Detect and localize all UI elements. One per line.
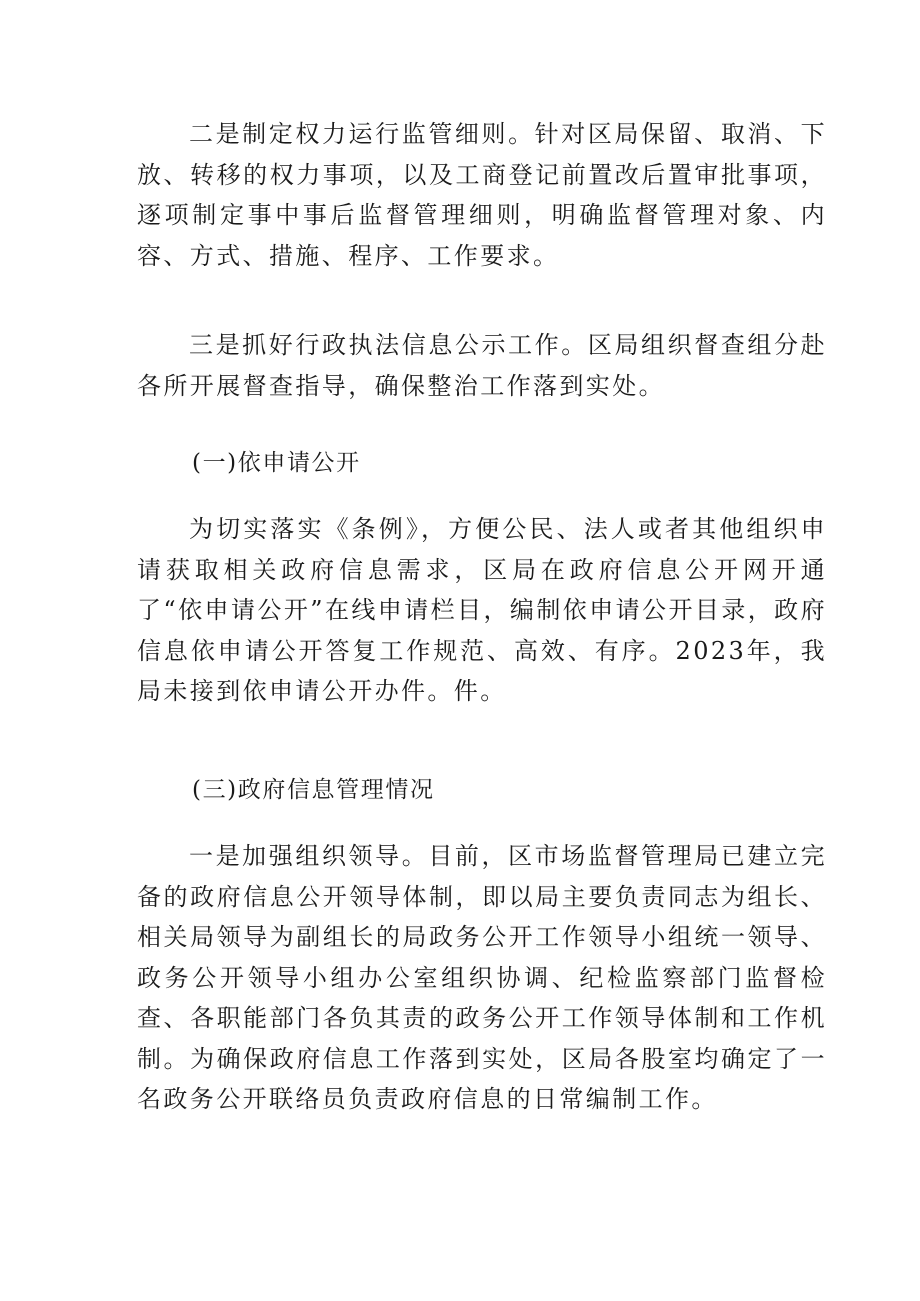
paragraph-supervision-rules: 二是制定权力运行监管细则。针对区局保留、取消、下放、转移的权力事项，以及工商登记前置改后置审批事项，逐项制定事中事后监督管理细则，明确监督管理对象、内容、方式、措施、程序、工作要求。 <box>137 120 827 270</box>
paragraph-enforcement-publicity: 三是抓好行政执法信息公示工作。区局组织督查组分赴各所开展督查指导，确保整治工作落到实处。 <box>137 331 827 400</box>
section-heading-application-disclosure: (一)依申请公开 <box>192 450 361 476</box>
paragraph-application-disclosure: 为切实落实《条例》，方便公民、法人或者其他组织申请获取相关政府信息需求，区局在政府信息公开网开通了“依申请公开”在线申请栏目，编制依申请公开目录，政府信息依申请公开答复工作规范、高效、有序。2023年，我局未接到依申请公开办件。件。 <box>137 515 827 705</box>
paragraph-organizational-leadership: 一是加强组织领导。目前，区市场监督管理局已建立完备的政府信息公开领导体制，即以局主要负责同志为组长、相关局领导为副组长的局政务公开工作领导小组统一领导、政务公开领导小组办公室组织协调、纪检监察部门监督检查、各职能部门各负其责的政务公开工作领导体制和工作机制。为确保政府信息工作落到实处，区局各股室均确定了一名政务公开联络员负责政府信息的日常编制工作。 <box>137 842 827 1113</box>
section-heading-information-management: (三)政府信息管理情况 <box>192 777 435 803</box>
